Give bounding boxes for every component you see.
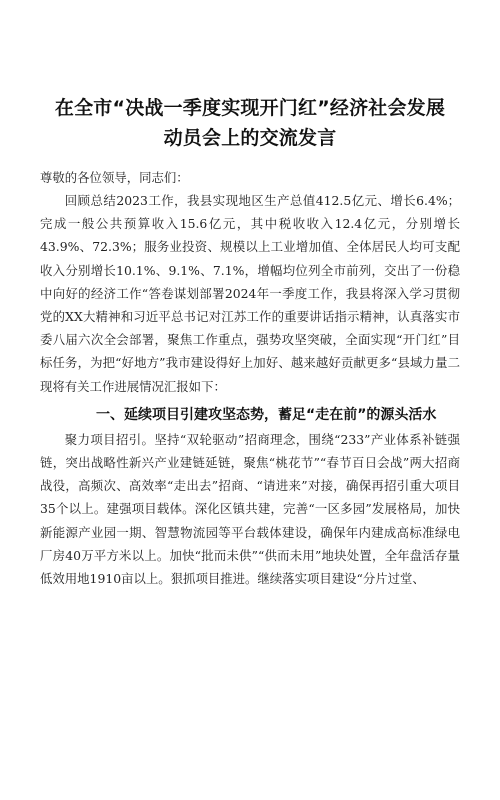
document-page [0, 93, 500, 800]
document-title-line-1: 在全市“决战一季度实现开门红”经济社会发展 [54, 97, 446, 119]
document-title-line-2: 动员会上的交流发言 [163, 127, 337, 149]
salutation: 尊敬的各位领导，同志们： [40, 170, 189, 185]
section-heading-1: 一、延续项目引建攻坚态势，蓄足“走在前”的源头活水 [96, 406, 437, 423]
paragraph-review: 回顾总结2023工作，我县实现地区生产总值412.5亿元、增长6.4%；完成一般公共预算收入15.6亿元，其中税收收入12.4亿元，分别增长43.9%、72.3%；服务业投资、规模以上工业增加值、全体居民人均可支配收入分别增长10.1%、9.1%、7.1%，增幅均位列全市前列，交出了一份稳中向好的经济工作“答卷谋划部署2024年一季度工作，我县将深入学习贯彻党的XX大精神和习近平总书记对江苏工作的重要讲话指示精神，认真落实市委八届六次全会部署，聚焦工作重点，强势攻坚突破，全面实现“开门红”目标任务，为把“好地方”我市建设得好上加好、越来越好贡献更多“县域力量二现将有关工作进展情况汇报如下： [40, 193, 460, 394]
paragraph-projects: 聚力项目招引。坚持“双轮驱动”招商理念，围绕“233”产业体系补链强链，突出战略性新兴产业建链延链，聚焦“桃花节”“春节百日会战”两大招商战役，高频次、高效率“走出去”招商、“请进来”对接，确保再招引重大项目35个以上。建强项目载体。深化区镇共建，完善“一区多园”发展格局，加快新能源产业园一期、智慧物流园等平台载体建设，确保年内建成高标准绿电厂房40万平方米以上。加快“批而未供”“供而未用”地块处置，全年盘活存量低效用地1910亩以上。狠抓项目推进。继续落实项目建设“分片过堂、 [40, 431, 460, 587]
